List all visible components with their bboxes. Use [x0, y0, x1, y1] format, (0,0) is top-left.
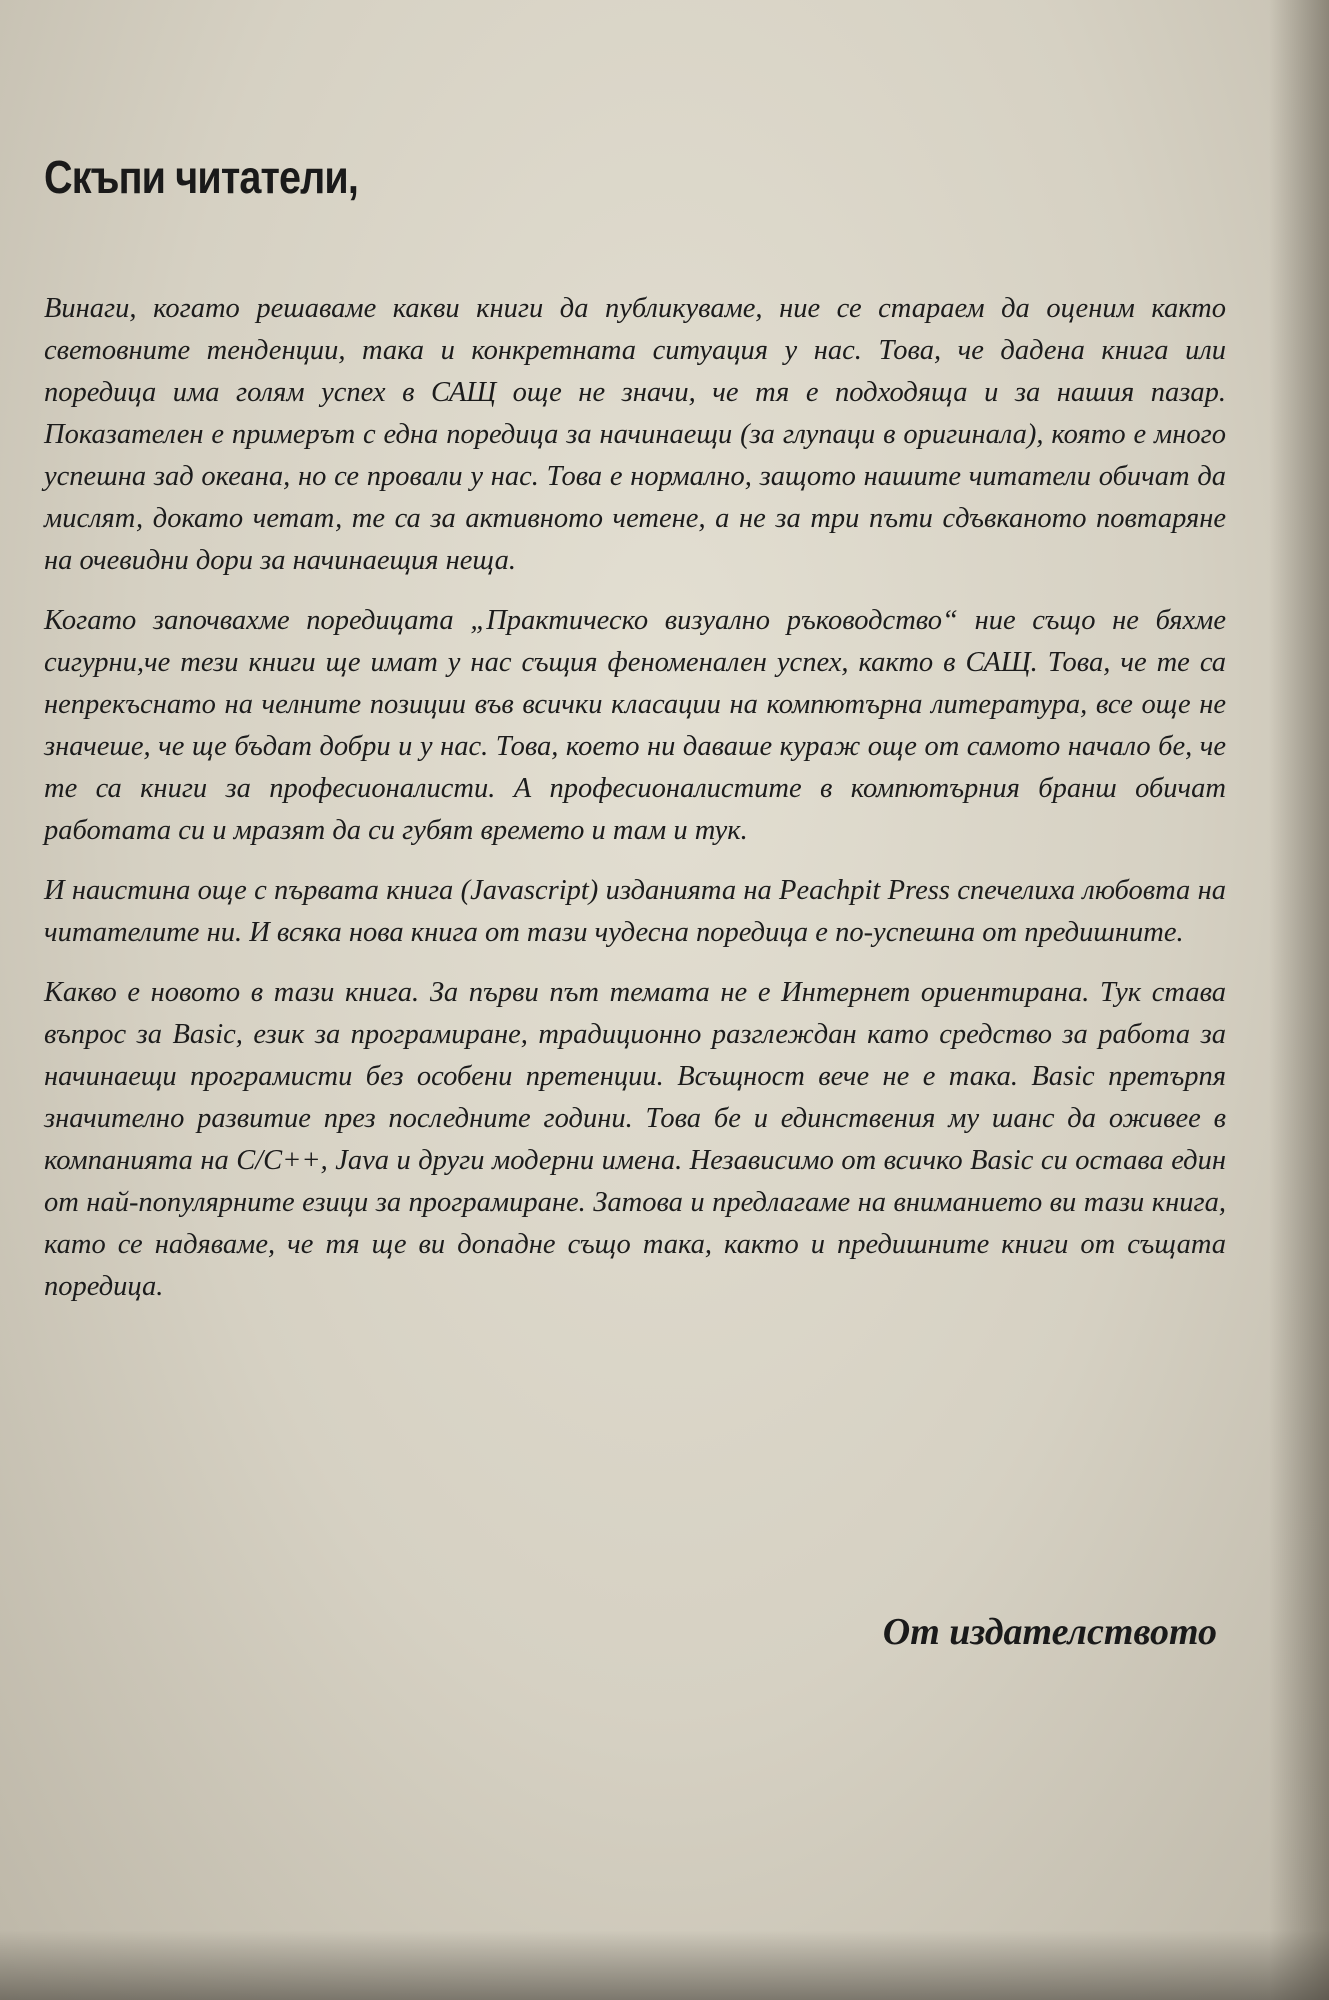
- paragraph-1: Винаги, когато решаваме какви книги да публикуваме, ние се стараем да оценим както световните тенденции, така и конкретната ситуация у нас. Това, че дадена книга или поредица има голям успех в САЩ още не значи, че тя е подходяща и за нашия пазар. Показателен е примерът с една поредица за начинаещи (за глупаци в оригинала), която е много успешна зад океана, но се провали у нас. Това е нормално, защото нашите читатели обичат да мислят, докато четат, те са за активното четене, а не за три пъти сдъвканото повтаряне на очевидни дори за начинаещия неща.: [44, 293, 1226, 576]
- paragraph-4: Какво е новото в тази книга. За първи път темата не е Интернет ориентирана. Тук става въпрос за Basic, език за програмиране, традиционно разглеждан като средство за работа за начинаещи програмисти без особени претенции. Всъщност вече не е така. Basic претърпя значително развитие през последните години. Това бе и единствения му шанс да оживее в компанията на C/C++, Java и други модерни имена. Независимо от всичко Basic си остава един от най-популярните езици за програмиране. Затова и предлагаме на вниманието ви тази книга, като се надяваме, че тя ще ви допадне също така, както и предишните книги от същата поредица.: [44, 977, 1226, 1302]
- paragraph-3: И наистина още с първата книга (Javascript) изданията на Peachpit Press спечелиха любовта на читателите ни. И всяка нова книга от тази чудесна поредица е по-успешна от предишните.: [44, 875, 1226, 948]
- paragraph-2: Когато започвахме поредицата „Практическо визуално ръководство“ ние също не бяхме сигурни,че тези книги ще имат у нас същия феноменален успех, както в САЩ. Това, че те са непрекъснато на челните позиции във всички класации на компютърна литература, все още не значеше, че ще бъдат добри и у нас. Това, което ни даваше кураж още от самото начало бе, че те са книги за професионалисти. А професионалистите в компютърния бранш обичат работата си и мразят да си губят времето и там и тук.: [44, 605, 1226, 846]
- page-edge-shadow: [1269, 0, 1329, 2000]
- page-heading: Скъпи читатели,: [44, 151, 358, 203]
- page-bottom-shadow: [0, 1930, 1329, 2000]
- signature: От издателството: [882, 1611, 1217, 1653]
- letter-body: [44, 288, 1226, 1326]
